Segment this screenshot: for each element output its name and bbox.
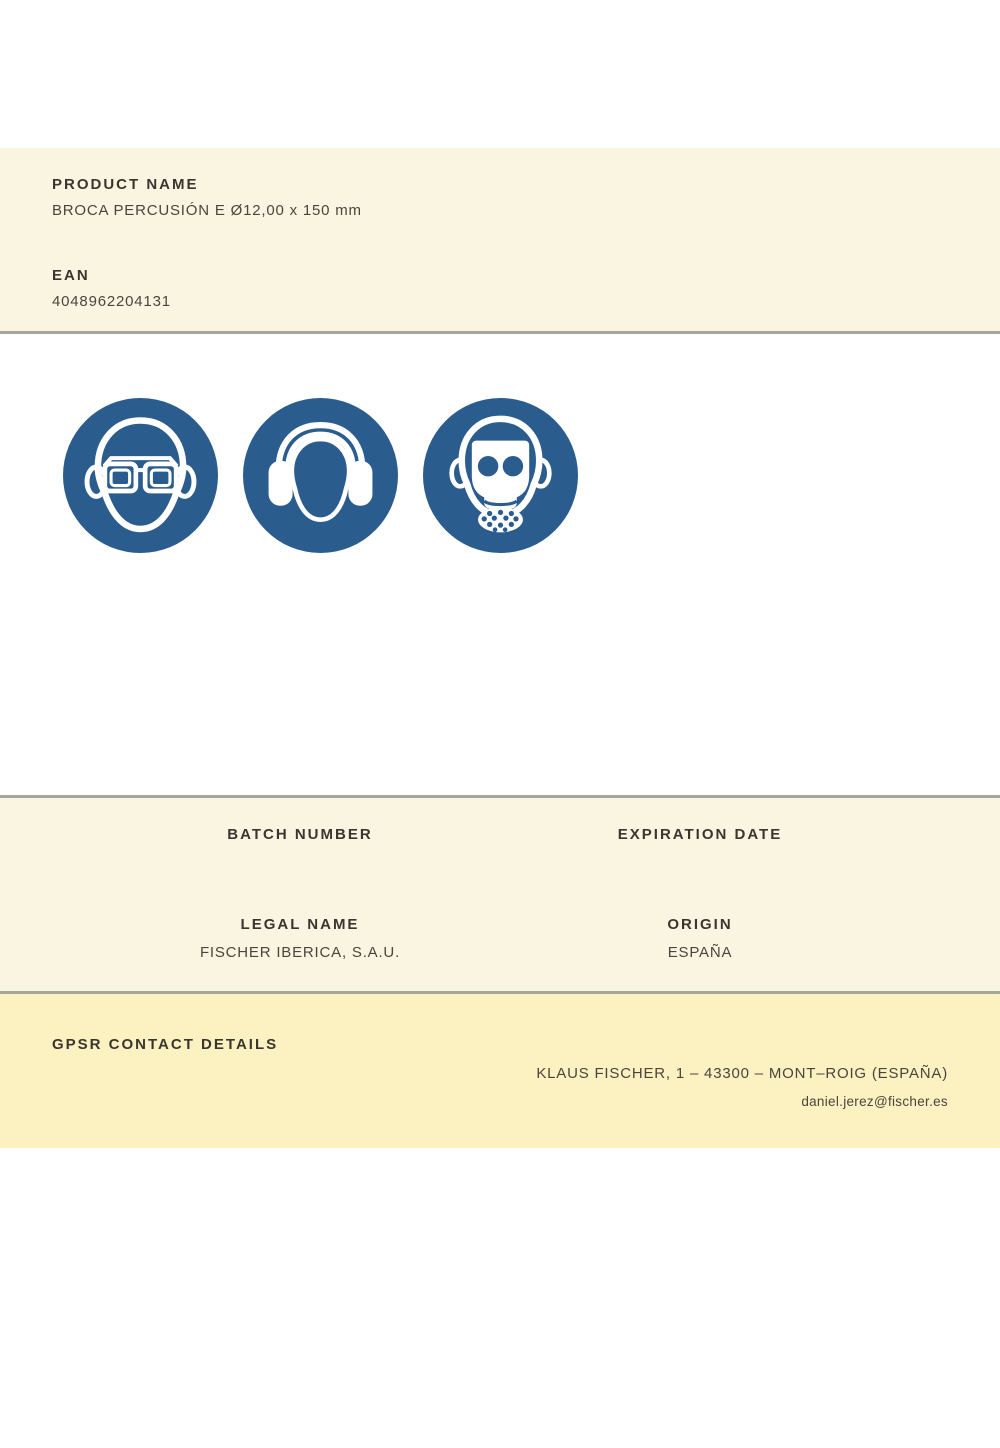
wear-ear-protection-icon	[243, 398, 398, 553]
ean-value: 4048962204131	[52, 293, 171, 310]
wear-respiratory-protection-icon	[423, 398, 578, 553]
product-name-value: BROCA PERCUSIÓN E Ø12,00 x 150 mm	[52, 202, 362, 219]
batch-legal-left-column	[100, 826, 500, 991]
legal-name-label: LEGAL NAME	[240, 916, 360, 933]
page	[0, 148, 1000, 1448]
batch-legal-section	[0, 795, 1000, 994]
expiration-date-label: EXPIRATION DATE	[617, 826, 783, 843]
ean-label: EAN	[52, 267, 90, 284]
product-name-label: PRODUCT NAME	[52, 176, 199, 193]
gpsr-address: KLAUS FISCHER, 1 – 43300 – MONT–ROIG (ESPAÑA)	[536, 1065, 948, 1082]
gpsr-contact-title: GPSR CONTACT DETAILS	[52, 1036, 279, 1053]
gpsr-email: daniel.jerez@fischer.es	[801, 1094, 948, 1109]
product-info-section	[0, 148, 1000, 334]
origin-label: ORIGIN	[667, 916, 733, 933]
wear-eye-protection-icon	[63, 398, 218, 553]
safety-icons-row	[0, 398, 1000, 553]
batch-legal-right-column	[500, 826, 900, 991]
legal-name-value: FISCHER IBERICA, S.A.U.	[199, 944, 401, 961]
origin-value: ESPAÑA	[667, 944, 733, 961]
batch-number-label: BATCH NUMBER	[227, 826, 373, 843]
gpsr-contact-section	[0, 994, 1000, 1148]
